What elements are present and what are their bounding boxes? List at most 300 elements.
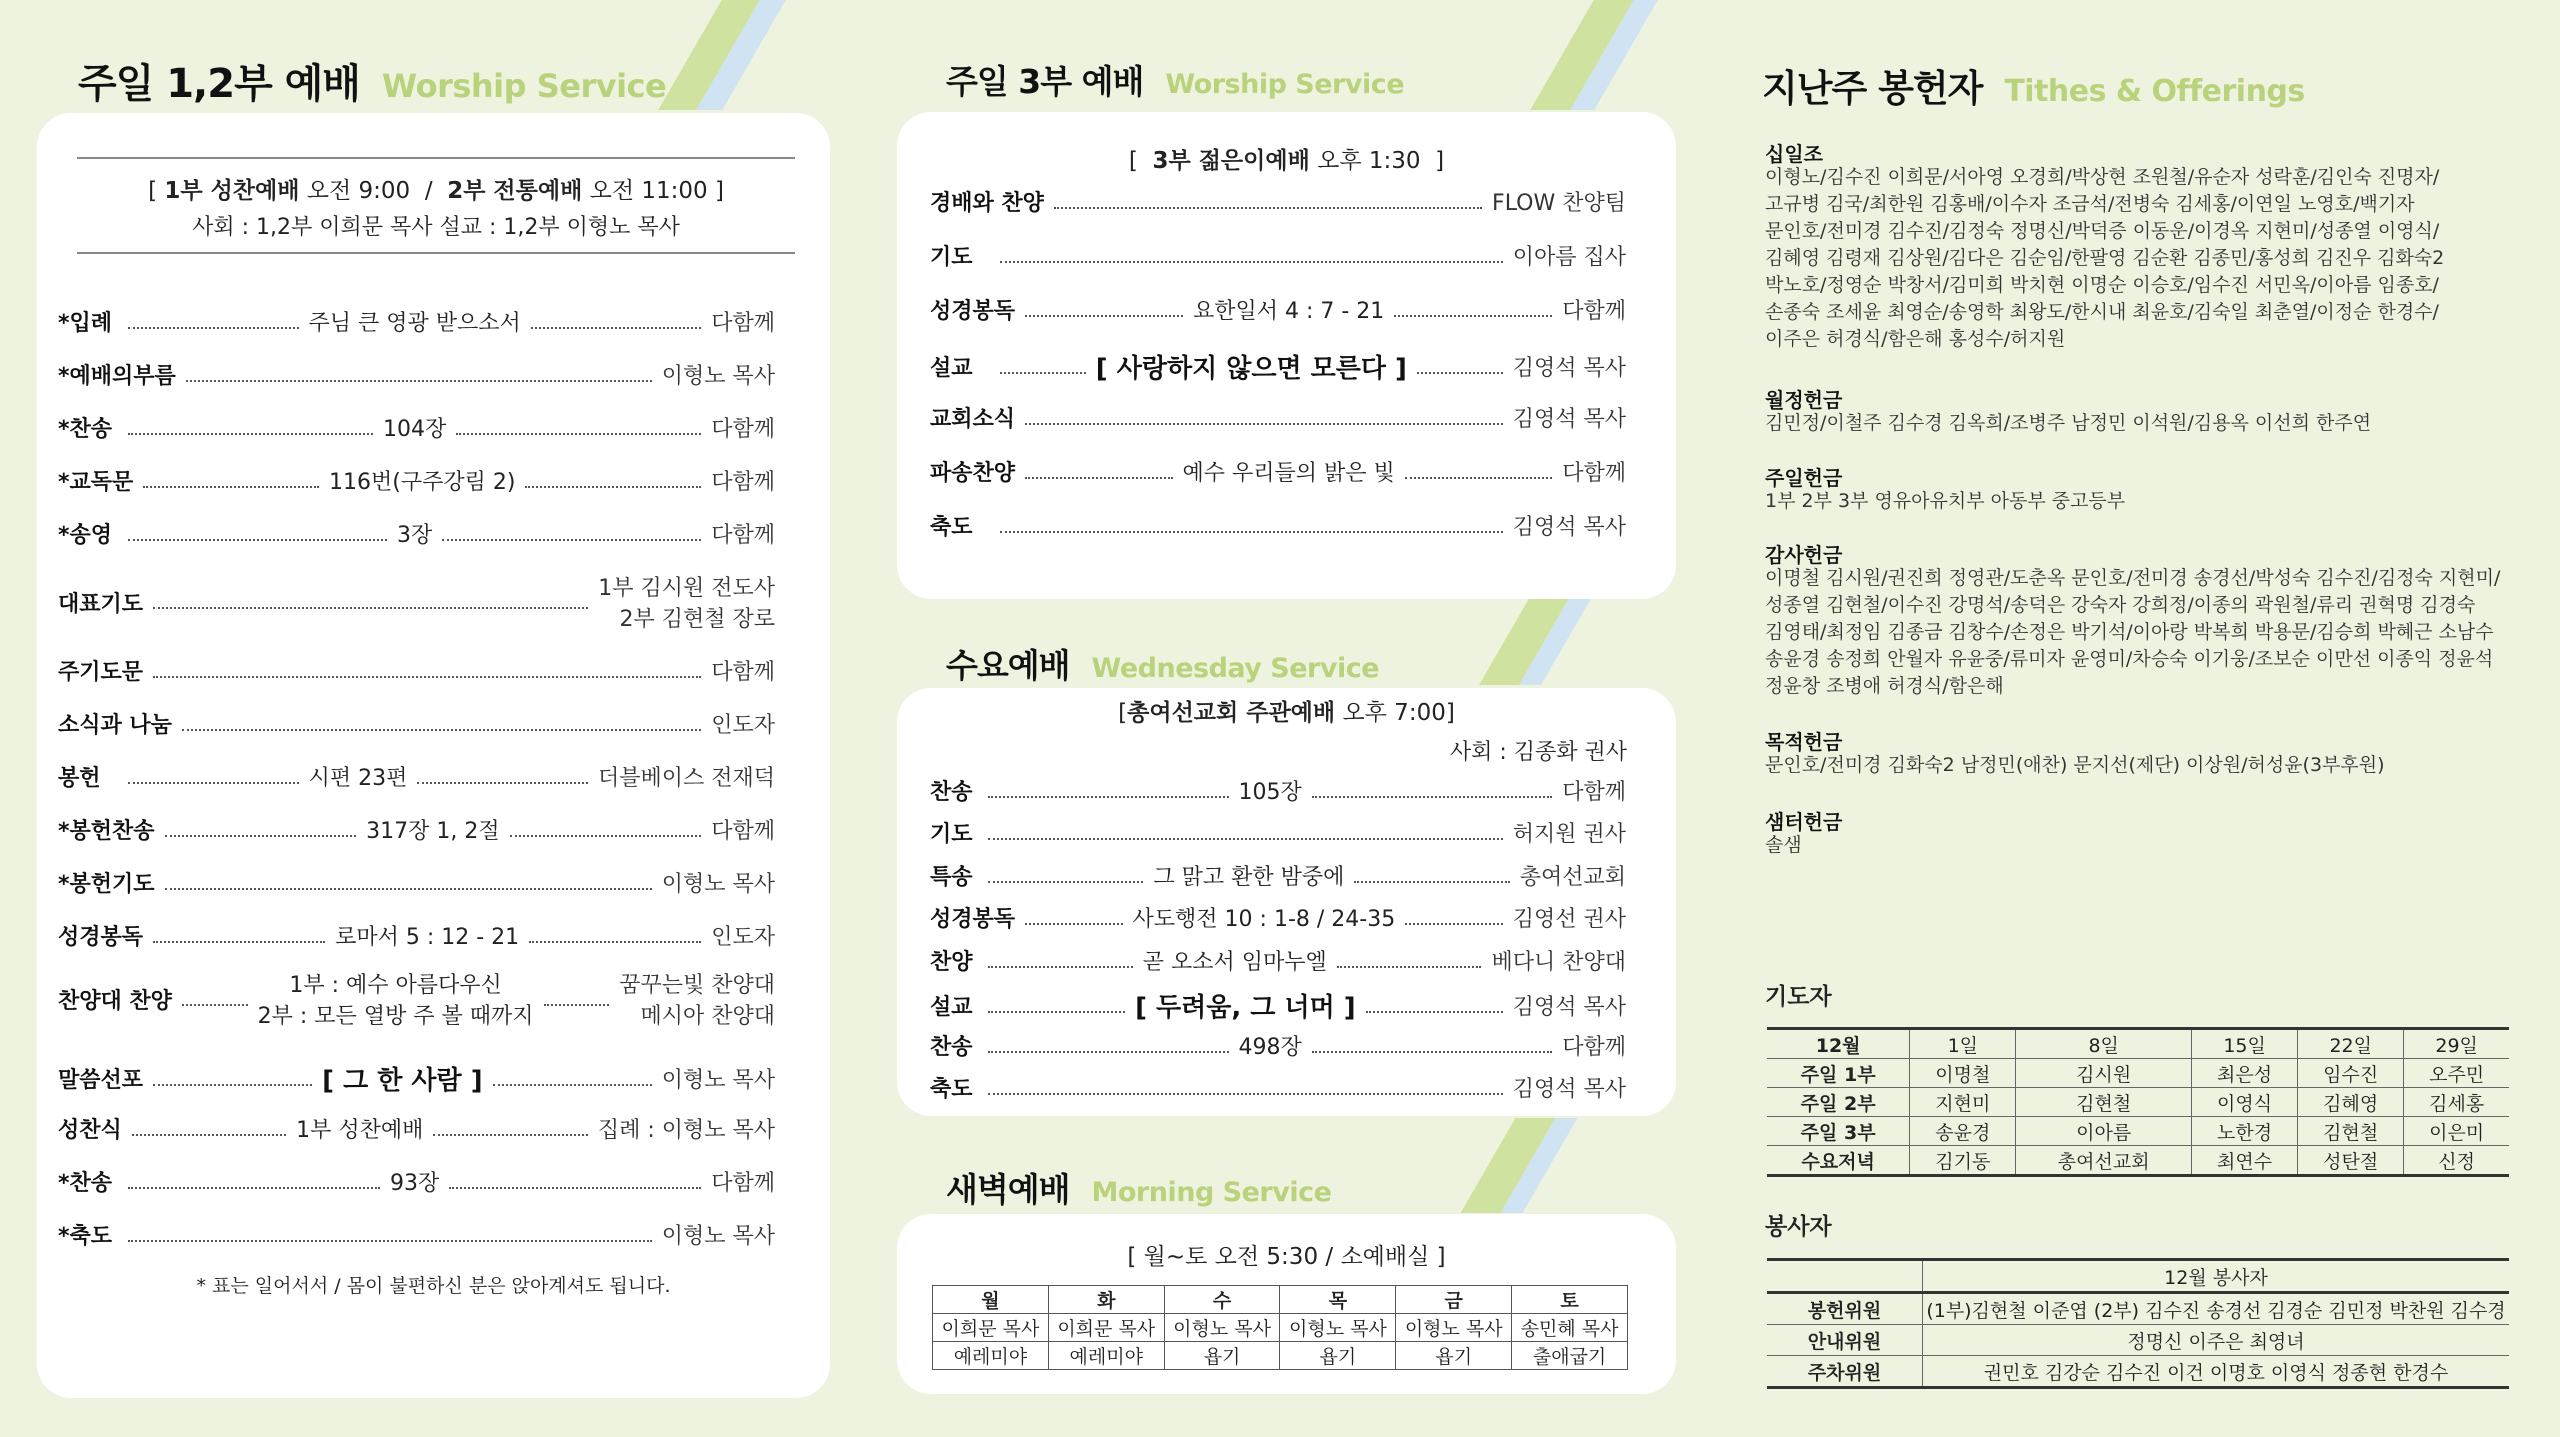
- prayer-cell: 김현철: [2016, 1088, 2192, 1117]
- table-row: [1767, 1029, 2509, 1059]
- order-row: [930, 1030, 1626, 1061]
- prayer-cell: 김혜영: [2298, 1088, 2404, 1117]
- order-label: *찬송: [58, 1171, 113, 1196]
- order-person: [711, 814, 775, 845]
- offering-line: 정윤창 조병애 허경식/함은해: [1765, 675, 2004, 697]
- order-row: [930, 294, 1626, 325]
- order-person-text: 이형노 목사: [661, 872, 775, 897]
- day-header: 금: [1396, 1286, 1512, 1314]
- book-cell: 출애굽기: [1512, 1342, 1628, 1370]
- order-row: [930, 860, 1626, 891]
- prayer-cell: 김현철: [2298, 1117, 2404, 1146]
- offering-names: [1765, 565, 2505, 700]
- prayer-header-cell: 8일: [2016, 1029, 2192, 1059]
- server-cell: 권민호 김강순 김수진 이건 이명호 이영식 정종현 한경수: [1923, 1356, 2510, 1388]
- wed-time: 오후 7:00: [1342, 700, 1446, 726]
- order-person-text-2: 2부 김현철 장로: [619, 607, 775, 632]
- order-person-text: 김영석 목사: [1512, 407, 1626, 432]
- order-item-text: [ 두려움, 그 너머 ]: [1135, 993, 1356, 1023]
- order-label: 특송: [930, 865, 973, 890]
- order-person: [1513, 1072, 1626, 1103]
- leader-dots: [1394, 315, 1552, 317]
- order-person-text: 인도자: [711, 713, 775, 738]
- order-row: [58, 359, 775, 390]
- order-person: [1562, 1030, 1626, 1061]
- table-row: [933, 1342, 1628, 1370]
- order-item-text: 104장: [383, 417, 447, 442]
- order-person-text: 다함께: [1562, 1035, 1627, 1060]
- offering-line: 1부 2부 3부 영유아유치부 아동부 중고등부: [1765, 490, 2126, 512]
- order-row: [930, 1072, 1626, 1103]
- order-item-text: 498장: [1238, 1035, 1302, 1060]
- offering-line: 김민정/이철주 김수경 김옥희/조병주 남정민 이석원/김용옥 이선희 한주연: [1765, 412, 2372, 434]
- order-item-text: 사도행전 10 : 1-8 / 24-35: [1132, 907, 1396, 932]
- order-label: 기도: [930, 245, 973, 270]
- order-label: 성찬식: [58, 1118, 122, 1143]
- order-item: [329, 465, 515, 496]
- order-row: [930, 348, 1626, 385]
- order-item-text: 요한일서 4 : 7 - 21: [1192, 299, 1385, 324]
- leader-dots: [182, 1004, 248, 1006]
- leader-cell: 이형노 목사: [1280, 1314, 1396, 1342]
- title-ko: 수요예배: [946, 646, 1070, 685]
- order-person: [1513, 240, 1626, 271]
- prayer-header-cell: 15일: [2192, 1029, 2298, 1059]
- servers-table: [1767, 1258, 2509, 1389]
- order-item: [1143, 945, 1327, 976]
- order-item: [1096, 348, 1407, 385]
- second-service-label: 2부 전통예배: [447, 178, 583, 204]
- leader-dots: [153, 676, 701, 678]
- order-person: [1513, 902, 1626, 933]
- order-person-text: 김영석 목사: [1512, 515, 1626, 540]
- order-label: 찬양: [930, 950, 973, 975]
- order-item: [309, 306, 521, 337]
- leader-dots: [525, 486, 701, 488]
- offering-line: 김혜영 김령재 김상원/김다은 김순임/한팔영 김순환 김종민/홍성희 김진우 김화숙2: [1765, 247, 2445, 269]
- order-row: [930, 510, 1626, 541]
- prayer-cell: 수요저녁: [1767, 1146, 1910, 1176]
- order-person-text: 다함께: [711, 1171, 776, 1196]
- leader-dots: [544, 1004, 610, 1006]
- order-label: 봉헌: [58, 766, 101, 791]
- leader-dots: [128, 782, 299, 784]
- order-item-text: 그 맑고 환한 밤중에: [1153, 865, 1345, 890]
- offering-line: 송윤경 송정희 안월자 유윤중/류미자 윤영미/차승숙 이기웅/조보순 이만선 이종익 정윤석: [1765, 648, 2494, 670]
- order-item-text: [ 그 한 사람 ]: [322, 1066, 483, 1096]
- order-item: [335, 920, 519, 951]
- order-item: [1133, 902, 1396, 933]
- offering-category: 월정헌금: [1765, 388, 1843, 412]
- prayer-cell: 김세홍: [2404, 1088, 2509, 1117]
- table-row: [1767, 1088, 2509, 1117]
- order-item-text: 317장 1, 2절: [366, 819, 500, 844]
- order-person: [662, 867, 775, 898]
- prayer-cell: 이은미: [2404, 1117, 2509, 1146]
- leader-dots: [1025, 923, 1123, 925]
- order-row: [930, 987, 1626, 1024]
- order-person: [1513, 510, 1626, 541]
- order-person-text: 이형노 목사: [661, 1068, 775, 1093]
- prayer-cell: 김기동: [1910, 1146, 2016, 1176]
- table-row: [1767, 1325, 2509, 1356]
- sep: /: [424, 178, 433, 204]
- prayer-cell: 최은성: [2192, 1059, 2298, 1088]
- prayer-cell: 이아름: [2016, 1117, 2192, 1146]
- prayer-header-cell: 22일: [2298, 1029, 2404, 1059]
- order-item: [390, 1166, 439, 1197]
- prayer-cell: 주일 2부: [1767, 1088, 1910, 1117]
- offering-line: 솔샘: [1765, 834, 1802, 856]
- order-person-text: 다함께: [1562, 780, 1627, 805]
- offering-line: 이형노/김수진 이희문/서아영 오경희/박상현 조원철/유순자 성락훈/김인숙 진명자/: [1765, 166, 2440, 188]
- leader-dots: [1354, 881, 1509, 883]
- order-person-text: 인도자: [711, 925, 775, 950]
- order-person-text: 총여선교회: [1519, 865, 1627, 890]
- leader-dots: [1312, 1051, 1553, 1053]
- order-label: *송영: [58, 523, 113, 548]
- leader-dots: [529, 941, 701, 943]
- order-label: *교독문: [58, 470, 134, 495]
- leader-cell: 이희문 목사: [1048, 1314, 1164, 1342]
- order-person: [1520, 860, 1626, 891]
- order-item: [322, 1060, 482, 1097]
- order-label: *입례: [58, 311, 113, 336]
- prayer-title: 기도자: [1765, 984, 1832, 1010]
- order-row: [58, 867, 775, 898]
- order-person: [1562, 456, 1626, 487]
- server-cell: 정명신 이주은 최영녀: [1923, 1325, 2510, 1356]
- order-item-text: 105장: [1238, 780, 1302, 805]
- table-row: [1767, 1146, 2509, 1176]
- leader-dots: [510, 835, 702, 837]
- leader-dots: [128, 1187, 380, 1189]
- order-person: [662, 1219, 775, 1250]
- leader-dots: [128, 1240, 652, 1242]
- leader-cell: 이형노 목사: [1396, 1314, 1512, 1342]
- order-row: [930, 186, 1626, 217]
- prayer-cell: 최연수: [2192, 1146, 2298, 1176]
- order-row: [58, 465, 775, 496]
- prayer-header-cell: 12월: [1767, 1029, 1910, 1059]
- leader-dots: [153, 941, 325, 943]
- order-person: [1562, 775, 1626, 806]
- order-label: 찬양대 찬양: [58, 988, 172, 1014]
- order-person: [711, 412, 775, 443]
- order-person-text: 이아름 집사: [1512, 245, 1626, 270]
- order-item: [397, 518, 432, 549]
- leader-cell: 이희문 목사: [933, 1314, 1049, 1342]
- order-item-text: 93장: [390, 1171, 440, 1196]
- second-service-time: 오전 11:00: [589, 178, 708, 204]
- order-item: [1183, 456, 1395, 487]
- prayer-header-cell: 29일: [2404, 1029, 2509, 1059]
- order-person-text: 다함께: [711, 417, 776, 442]
- order-row: [58, 920, 775, 951]
- title-en: Worship Service: [1165, 69, 1405, 100]
- order-person: [1513, 402, 1626, 433]
- prayer-cell: 신정: [2404, 1146, 2509, 1176]
- book-cell: 예레미야: [1048, 1342, 1164, 1370]
- wed-host: 사회 : 김종화 권사: [1449, 740, 1627, 765]
- order-person-text: 다함께: [711, 660, 775, 685]
- order-person-text: 이형노 목사: [661, 1224, 775, 1249]
- order-person: [1513, 351, 1626, 382]
- order-label: 소식과 나눔: [58, 713, 172, 738]
- title-ko: 새벽예배: [946, 1170, 1070, 1209]
- leader-dots: [1025, 423, 1503, 425]
- youth-time: 오후 1:30: [1317, 148, 1421, 174]
- leader-dots: [128, 539, 387, 541]
- title-en: Morning Service: [1091, 1177, 1332, 1208]
- order-person: [711, 920, 775, 951]
- order-person-text-2: 메시아 찬양대: [640, 1004, 776, 1029]
- order-item-text-2: 2부 : 모든 열방 주 볼 때까지: [257, 1004, 534, 1029]
- order-item: [296, 1113, 423, 1144]
- order-row: [930, 817, 1626, 848]
- order-row: [58, 518, 775, 549]
- server-cell: 안내위원: [1767, 1325, 1923, 1356]
- leader-dots: [1000, 531, 1503, 533]
- order-person-text: FLOW 찬양팀: [1492, 191, 1626, 216]
- order-person: [1513, 817, 1626, 848]
- offering-category: 샘터헌금: [1765, 810, 1843, 834]
- leader-dots: [988, 881, 1143, 883]
- leader-dots: [988, 1011, 1125, 1013]
- table-row: [1767, 1260, 2509, 1293]
- order-person: [662, 359, 775, 390]
- order-row: [58, 1060, 775, 1097]
- order-label: 설교: [930, 356, 973, 381]
- wed-service-label: 총여선교회 주관예배: [1127, 700, 1336, 726]
- order-label: *봉헌기도: [58, 872, 155, 897]
- leader-dots: [1405, 923, 1503, 925]
- order-label: 대표기도: [58, 591, 144, 617]
- order-label: 성경봉독: [930, 907, 1016, 932]
- order-item: [1239, 775, 1302, 806]
- day-header: 토: [1512, 1286, 1628, 1314]
- offering-names: [1765, 164, 2505, 353]
- order-item-text: 곧 오소서 임마누엘: [1142, 950, 1327, 975]
- prayer-table: [1767, 1027, 2509, 1177]
- first-service-label: 1부 성찬예배: [164, 178, 300, 204]
- order-item-text: 로마서 5 : 12 - 21: [335, 925, 520, 950]
- prayer-cell: 김시원: [2016, 1059, 2192, 1088]
- day-header: 화: [1048, 1286, 1164, 1314]
- leader-dots: [128, 433, 373, 435]
- first-service-time: 오전 9:00: [306, 178, 411, 204]
- order-row: [930, 902, 1626, 933]
- leader-dots: [988, 1093, 1503, 1095]
- table-row: [1767, 1293, 2509, 1325]
- offering-category: 감사헌금: [1765, 543, 1843, 567]
- order-item: [1135, 987, 1356, 1024]
- table-row: [1767, 1117, 2509, 1146]
- leader-dots: [442, 539, 701, 541]
- order-person-text: 김영선 권사: [1512, 907, 1626, 932]
- order-person-text: 다함께: [711, 470, 776, 495]
- order-row: [58, 761, 775, 792]
- order-item: [1153, 860, 1344, 891]
- leader-dots: [1405, 477, 1552, 479]
- prayer-cell: 임수진: [2298, 1059, 2404, 1088]
- order-item: [309, 761, 408, 792]
- table-row: [1767, 1356, 2509, 1388]
- order-row: [58, 1166, 775, 1197]
- order-person: [598, 571, 775, 633]
- leader-dots: [153, 1084, 312, 1086]
- order-label: *봉헌찬송: [58, 819, 155, 844]
- title-ko: 주일 1,2부 예배: [78, 61, 360, 107]
- day-header: 목: [1280, 1286, 1396, 1314]
- servers-header: 12월 봉사자: [1923, 1260, 2510, 1293]
- offering-line: 손종숙 조세윤 최영순/송영학 최왕도/한시내 최윤호/김숙일 최춘열/이정순 한경수/: [1765, 301, 2439, 323]
- leader-dots: [143, 486, 319, 488]
- prayer-cell: 성탄절: [2298, 1146, 2404, 1176]
- leader-dots: [186, 380, 652, 382]
- day-header: 수: [1164, 1286, 1280, 1314]
- standing-note: * 표는 일어서서 / 몸이 불편하신 분은 앉아계셔도 됩니다.: [196, 1275, 671, 1297]
- offering-line: 문인호/전미경 김화숙2 남정민(애찬) 문지선(제단) 이상원/허성윤(3부후원): [1765, 754, 2385, 776]
- order-item-text: 116번(구주강림 2): [329, 470, 516, 495]
- order-person-text: 다함께: [711, 311, 776, 336]
- order-item-text: 1부 성찬예배: [296, 1118, 424, 1143]
- order-person-text: 베다니 찬양대: [1491, 950, 1626, 975]
- order-person-text: 김영석 목사: [1512, 995, 1626, 1020]
- order-item-text: 3장: [397, 523, 433, 548]
- order-row: [930, 402, 1626, 433]
- order-label: 찬송: [930, 1035, 973, 1060]
- order-label: 말씀선포: [58, 1068, 144, 1093]
- order-item-text: 예수 우리들의 밝은 빛: [1182, 461, 1395, 486]
- order-person: [598, 761, 775, 792]
- order-person: [598, 1113, 775, 1144]
- leader-dots: [128, 327, 299, 329]
- leader-dots: [1366, 1011, 1503, 1013]
- leader-dots: [1417, 372, 1503, 374]
- title-ko: 지난주 봉헌자: [1762, 67, 1983, 110]
- leader-dots: [182, 729, 701, 731]
- youth-service-label: 3부 젊은이예배: [1152, 148, 1310, 174]
- table-row: [933, 1314, 1628, 1342]
- order-item: [258, 968, 534, 1030]
- book-cell: 욥기: [1164, 1342, 1280, 1370]
- host-preacher: 사회 : 1,2부 이희문 목사 설교 : 1,2부 이형노 목사: [192, 215, 680, 240]
- leader-dots: [417, 782, 588, 784]
- order-label: 찬송: [930, 780, 973, 805]
- order-label: 설교: [930, 995, 973, 1020]
- offering-category: 십일조: [1765, 142, 1823, 166]
- order-row: [930, 775, 1626, 806]
- server-cell: (1부)김현철 이준엽 (2부) 김수진 송경선 김경순 김민정 박찬원 김수경: [1923, 1293, 2510, 1325]
- offering-line: 이주은 허경식/함은해 홍성수/허지원: [1765, 328, 2066, 350]
- leader-cell: 송민혜 목사: [1512, 1314, 1628, 1342]
- leader-dots: [1000, 261, 1503, 263]
- order-label: 성경봉독: [930, 299, 1016, 324]
- prayer-cell: 이명철: [1910, 1059, 2016, 1088]
- offering-category: 주일헌금: [1765, 466, 1843, 490]
- order-person-text: 다함께: [711, 819, 776, 844]
- section-title-sunday-12: [78, 52, 666, 109]
- order-item: [1239, 1030, 1302, 1061]
- leader-dots: [165, 888, 652, 890]
- leader-dots: [1312, 796, 1553, 798]
- section-title-wednesday: [946, 640, 1379, 687]
- title-ko: 주일 3부 예배: [946, 62, 1144, 101]
- section-title-sunday-3: [946, 56, 1404, 103]
- order-label: 축도: [930, 1077, 973, 1102]
- order-person: [711, 1166, 775, 1197]
- order-person-text: 김영석 목사: [1512, 356, 1626, 381]
- table-row: [1767, 1059, 2509, 1088]
- prayer-header-cell: 1일: [1910, 1029, 2016, 1059]
- offering-names: [1765, 752, 2505, 779]
- order-row: [58, 1113, 775, 1144]
- order-item: [383, 412, 446, 443]
- section-title-tithes: [1762, 58, 2305, 112]
- leader-dots: [1337, 966, 1482, 968]
- prayer-cell: 송윤경: [1910, 1117, 2016, 1146]
- order-row: [58, 1219, 775, 1250]
- order-person-text: 1부 김시원 전도사: [598, 576, 775, 601]
- table-row: [933, 1286, 1628, 1314]
- order-person-text: 김영석 목사: [1512, 1077, 1626, 1102]
- leader-dots: [988, 1051, 1229, 1053]
- divider: [77, 252, 795, 254]
- order-row: [58, 655, 775, 686]
- order-label: 축도: [930, 515, 973, 540]
- order-person: [711, 655, 775, 686]
- order-item-text: 주님 큰 영광 받으소서: [308, 311, 521, 336]
- order-person: [1491, 945, 1626, 976]
- prayer-cell: 이영식: [2192, 1088, 2298, 1117]
- order-item-text: 시편 23편: [308, 766, 408, 791]
- order-label: 파송찬양: [930, 461, 1016, 486]
- prayer-cell: 주일 1부: [1767, 1059, 1910, 1088]
- leader-dots: [988, 838, 1503, 840]
- offering-category: 목적헌금: [1765, 730, 1843, 754]
- order-person: [711, 306, 775, 337]
- offering-line: 이명철 김시원/권진희 정영관/도춘옥 문인호/전미경 송경선/박성숙 김수진/김정숙 지현미/: [1765, 567, 2501, 589]
- leader-dots: [165, 835, 357, 837]
- offering-line: 성종열 김현철/이수진 강명석/송덕은 강숙자 강희정/이종의 곽원철/류리 권혁명 김경숙: [1765, 594, 2476, 616]
- order-row: [930, 456, 1626, 487]
- order-label: *축도: [58, 1224, 113, 1249]
- morning-service-time: [ 월~토 오전 5:30 / 소예배실 ]: [1127, 1244, 1446, 1270]
- order-person: [619, 968, 775, 1030]
- order-person: [711, 518, 775, 549]
- order-person: [1513, 990, 1626, 1021]
- leader-dots: [132, 1134, 286, 1136]
- leader-dots: [1000, 372, 1086, 374]
- offering-names: [1765, 832, 2505, 859]
- order-row: [58, 814, 775, 845]
- leader-dots: [433, 1134, 587, 1136]
- order-item: [1193, 294, 1384, 325]
- offering-line: 박노호/정영순 박창서/김미희 박치현 이명순 이승호/임수진 서민옥/이아름 임종호/: [1765, 274, 2439, 296]
- order-person-text: 더블베이스 전재덕: [598, 766, 776, 791]
- order-person-text: 다함께: [1562, 299, 1627, 324]
- leader-dots: [988, 966, 1133, 968]
- server-cell: 봉헌위원: [1767, 1293, 1923, 1325]
- order-label: 경배와 찬양: [930, 191, 1044, 216]
- order-person-text: 이형노 목사: [661, 364, 775, 389]
- prayer-cell: 지현미: [1910, 1088, 2016, 1117]
- order-person: [711, 465, 775, 496]
- leader-dots: [1025, 315, 1183, 317]
- book-cell: 욥기: [1396, 1342, 1512, 1370]
- prayer-cell: 노한경: [2192, 1117, 2298, 1146]
